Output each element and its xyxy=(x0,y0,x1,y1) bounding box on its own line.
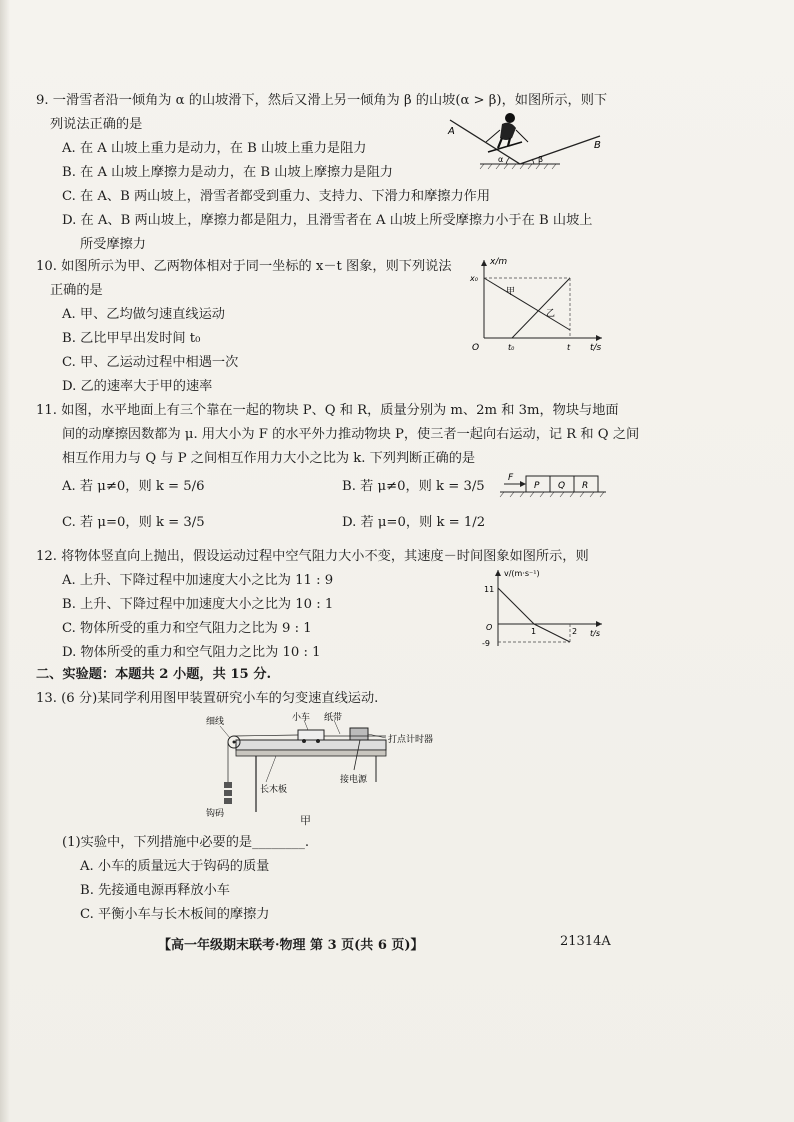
slope-label-b: B xyxy=(594,140,601,151)
t-axis-label: t/s xyxy=(590,629,600,638)
angle-alpha-label: α xyxy=(498,155,504,164)
jia-line-label: 甲 xyxy=(506,287,516,297)
q12-stem: 12. 将物体竖直向上抛出，假设运动过程中空气阻力大小不变，其速度－时间图象如图所示，则 xyxy=(36,549,589,564)
scan-shadow xyxy=(0,0,10,1122)
v11-label: 11 xyxy=(484,585,495,594)
slope-label-a: A xyxy=(448,126,455,137)
label-power: 接电源 xyxy=(340,775,368,785)
yi-line-label: 乙 xyxy=(546,309,556,319)
q13-option-c: C. 平衡小车与长木板间的摩擦力 xyxy=(80,907,270,922)
q10-option-c: C. 甲、乙运动过程中相遇一次 xyxy=(62,355,239,370)
q10-option-a: A. 甲、乙均做匀速直线运动 xyxy=(62,307,225,322)
q9-stem-line1: 9. 一滑雪者沿一倾角为 α 的山坡滑下，然后又滑上另一倾角为 β 的山坡(α > β)，如图所示，则下 xyxy=(36,93,608,108)
label-long-board: 长木板 xyxy=(260,785,288,795)
page-footer: 【高一年级期末联考·物理 第 3 页(共 6 页)】 xyxy=(158,938,424,953)
origin-label: O xyxy=(486,623,493,632)
section-2-heading: 二、实验题：本题共 2 小题，共 15 分. xyxy=(36,667,272,682)
q12-option-b: B. 上升、下降过程中加速度大小之比为 10 : 1 xyxy=(62,597,334,612)
q9-stem-line2: 列说法正确的是 xyxy=(50,117,143,132)
q10-stem-line2: 正确的是 xyxy=(50,283,103,298)
q11-option-c: C. 若 μ=0，则 k = 3/5 xyxy=(62,515,205,530)
q10-option-d: D. 乙的速率大于甲的速率 xyxy=(62,379,213,394)
block-r-label: R xyxy=(582,481,589,491)
x0-label: x₀ xyxy=(470,274,478,283)
t1-label: 1 xyxy=(531,627,537,636)
angle-beta-label: β xyxy=(538,155,544,164)
paper-code: 21314A xyxy=(560,934,611,949)
label-cart: 小车 xyxy=(292,713,311,723)
v-neg9-label: -9 xyxy=(482,639,490,648)
block-p-label: P xyxy=(534,481,540,491)
label-hook-weight: 钩码 xyxy=(206,809,225,819)
q12-vt-graph xyxy=(478,566,608,648)
q10-xt-graph xyxy=(470,254,610,354)
label-paper-tape: 纸带 xyxy=(324,713,343,723)
q11-stem-line2: 间的动摩擦因数都为 μ. 用大小为 F 的水平外力推动物块 P，使三者一起向右运动，记 R 和 Q 之间 xyxy=(62,427,640,442)
q12-option-c: C. 物体所受的重力和空气阻力之比为 9 : 1 xyxy=(62,621,312,636)
axis-label-t-s: t/s xyxy=(590,343,602,353)
t0-label: t₀ xyxy=(508,343,515,352)
force-label: F xyxy=(508,473,514,483)
t-label: t xyxy=(567,343,571,352)
label-thin-line: 细线 xyxy=(206,717,225,727)
v-axis-label: v/(m·s⁻¹) xyxy=(504,569,540,578)
q10-stem-line1: 10. 如图所示为甲、乙两物体相对于同一坐标的 x－t 图象，则下列说法 xyxy=(36,259,452,274)
q11-option-d: D. 若 μ=0，则 k = 1/2 xyxy=(342,515,486,530)
q11-option-a: A. 若 μ≠0，则 k = 5/6 xyxy=(62,479,205,494)
q9-option-d-line1: D. 在 A、B 两山坡上，摩擦力都是阻力，且滑雪者在 A 山坡上所受摩擦力小于在 B 山坡上 xyxy=(62,213,593,228)
q10-option-b: B. 乙比甲早出发时间 t₀ xyxy=(62,331,201,346)
q13-option-b: B. 先接通电源再释放小车 xyxy=(80,883,230,898)
q9-option-b: B. 在 A 山坡上摩擦力是动力，在 B 山坡上摩擦力是阻力 xyxy=(62,165,393,180)
q13-apparatus-figure xyxy=(200,712,450,822)
block-q-label: Q xyxy=(558,481,566,491)
axis-label-x-m: x/m xyxy=(490,257,508,267)
origin-label: O xyxy=(472,343,480,353)
q11-option-b: B. 若 μ≠0，则 k = 3/5 xyxy=(342,479,485,494)
q9-option-c: C. 在 A、B 两山坡上，滑雪者都受到重力、支持力、下滑力和摩擦力作用 xyxy=(62,189,491,204)
q13-stem: 13. (6 分)某同学利用图甲装置研究小车的匀变速直线运动. xyxy=(36,691,379,706)
q11-blocks-figure xyxy=(500,466,610,498)
q9-ski-slope-figure xyxy=(440,112,610,174)
q12-option-d: D. 物体所受的重力和空气阻力之比为 10 : 1 xyxy=(62,645,321,660)
q13-sub-question-1: (1)实验中，下列措施中必要的是________. xyxy=(62,835,310,850)
q13-figure-caption: 甲 xyxy=(300,814,311,827)
q13-option-a: A. 小车的质量远大于钩码的质量 xyxy=(80,859,270,874)
q12-option-a: A. 上升、下降过程中加速度大小之比为 11 : 9 xyxy=(62,573,334,588)
label-timer: 打点计时器 xyxy=(388,735,434,745)
q9-option-a: A. 在 A 山坡上重力是动力，在 B 山坡上重力是阻力 xyxy=(62,141,367,156)
q9-option-d-line2: 所受摩擦力 xyxy=(80,237,146,252)
q11-stem-line3: 相互作用力与 Q 与 P 之间相互作用力大小之比为 k. 下列判断正确的是 xyxy=(62,451,476,466)
q11-stem-line1: 11. 如图，水平地面上有三个靠在一起的物块 P、Q 和 R，质量分别为 m、2m 和 3m，物块与地面 xyxy=(36,403,619,418)
t2-label: 2 xyxy=(572,627,578,636)
